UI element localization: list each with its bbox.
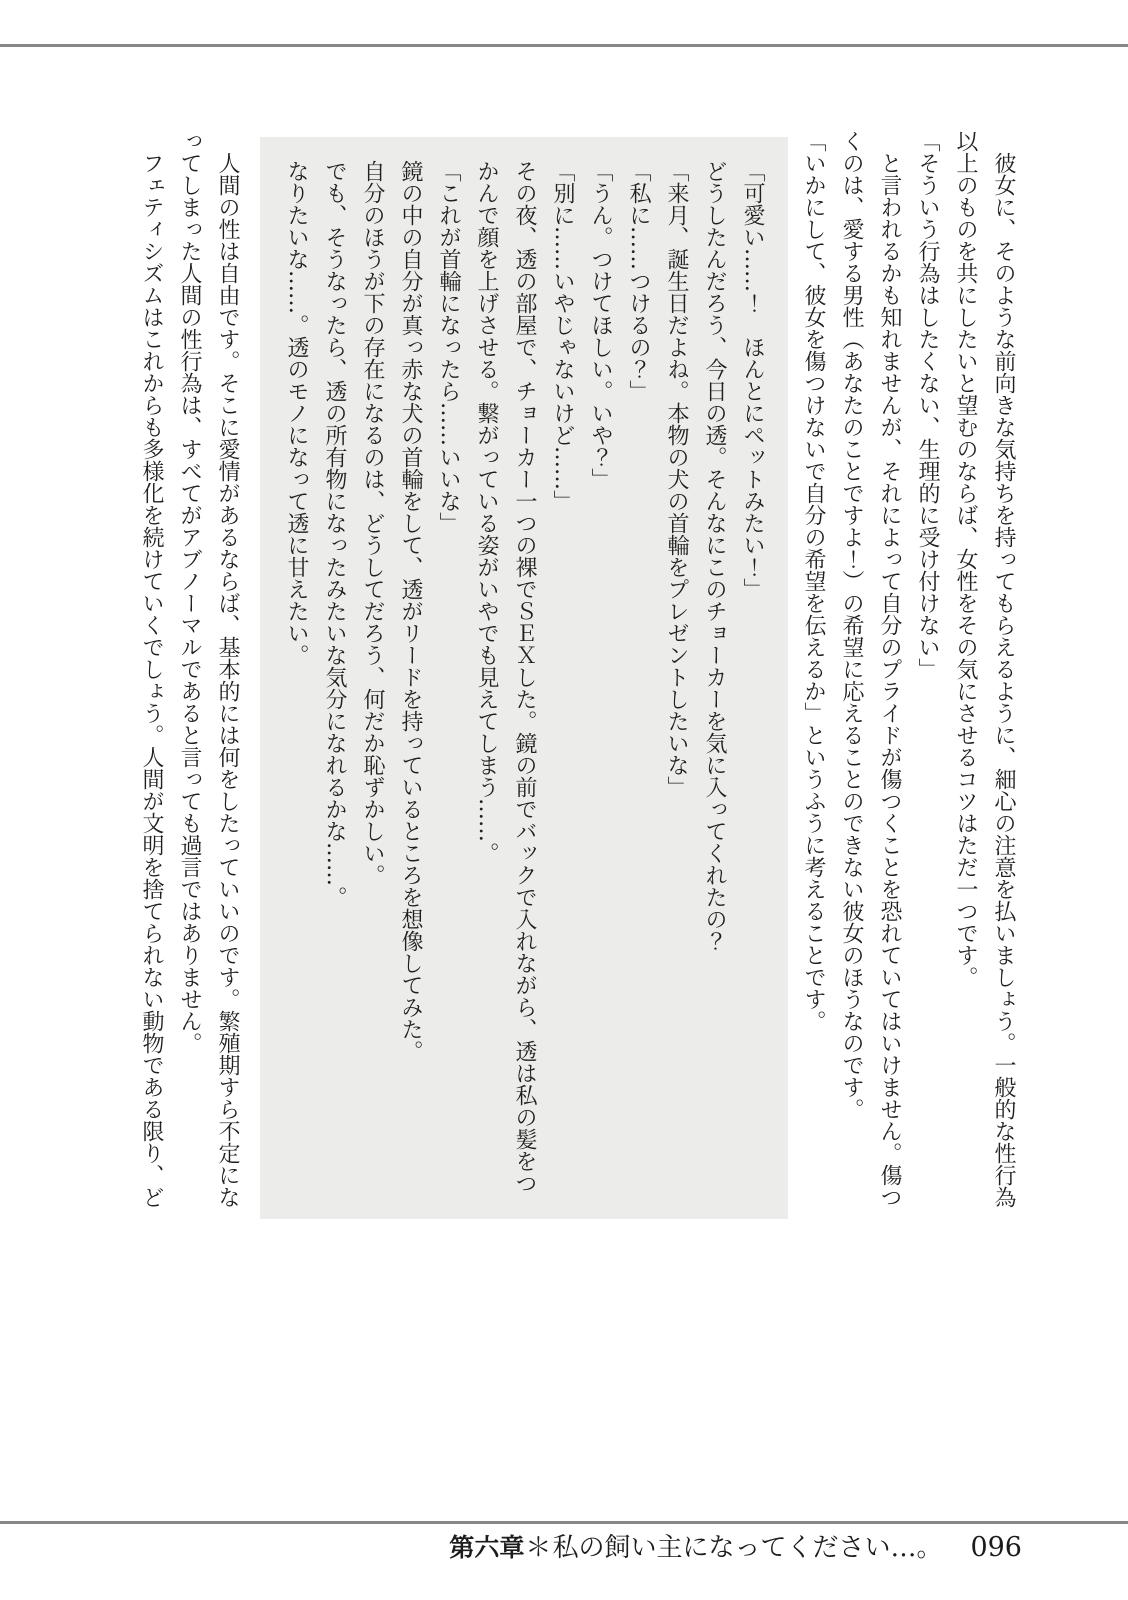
dialogue-line: 「私に……つけるの？」	[626, 160, 651, 402]
page-number: 096	[970, 1532, 1022, 1563]
story-excerpt-box	[260, 137, 788, 1219]
main-text-right	[794, 130, 1022, 1210]
footer-rule	[0, 1521, 1128, 1524]
main-text-left	[132, 130, 246, 1210]
narration-line: 自分のほうが下の存在になるのは、どうしてだろう、何だか恥ずかしい。	[360, 160, 385, 886]
dialogue-line: 「別に……いやじゃないけど……」	[550, 160, 575, 512]
narration-line: 鏡の中の自分が真っ赤な犬の首輪をして、透がリードを持っているところを想像してみた。	[398, 160, 423, 1062]
narration-line: どうしたんだろう、今日の透。そんなにこのチョーカーを気に入ってくれたの？	[702, 160, 727, 952]
paragraph: 人間の性は自由です。そこに愛情があるならば、基本的には何をしたっていいのです。繁殖期すら不定になってしまった人間の性行為は、すべてがアブノーマルであると言っても過言ではありません。	[177, 130, 240, 1208]
narration-line: なりたいな……。透のモノになって透に甘えたい。	[284, 160, 309, 666]
chapter-title: 私の飼い主になってください…。	[552, 1533, 943, 1563]
top-rule	[0, 44, 1128, 47]
page-footer	[449, 1532, 1022, 1564]
dialogue-line: 「可愛い……！ ほんとにペットみたい！」	[740, 160, 765, 600]
paragraph: と言われるかも知れませんが、それによって自分のプライドが傷つくことを恐れていてはいけません。傷つくのは、愛する男性（あなたのことですよ！）の希望に応えることのできない彼女のほうなのです。	[839, 130, 902, 1208]
narration-line: その夜、透の部屋で、チョーカー一つの裸でＳＥＸした。鏡の前でバックで入れながら、透は私の髪をつかんで顔を上げさせる。繋がっている姿がいやでも見えてしまう……。	[474, 160, 537, 1194]
paragraph: フェティシズムはこれからも多様化を続けていくでしょう。人間が文明を捨てられない動物である限り、ど	[139, 152, 164, 1208]
dialogue-line: 「うん。つけてほしい。いや？」	[588, 160, 613, 490]
paragraph-quote: 「そういう行為はしたくない、生理的に受け付けない」	[915, 130, 940, 680]
dialogue-line: 「これが首輪になったら……いいな」	[436, 160, 461, 534]
chapter-separator: ＊	[525, 1533, 552, 1563]
narration-line: でも、そうなったら、透の所有物になったみたいな気分になれるかな……。	[322, 160, 347, 908]
paragraph-quote: 「いかにして、彼女を傷つけないで自分の希望を伝えるか」というふうに考えることです。	[801, 130, 826, 1032]
paragraph: 彼女に、そのような前向きな気持ちを持ってもらえるように、細心の注意を払いましょう。一般的な性行為以上のものを共にしたいと望むのならば、女性をその気にさせるコツはただ一つです。	[953, 130, 1016, 1208]
dialogue-line: 「来月、誕生日だよね。本物の犬の首輪をプレゼントしたいな」	[664, 160, 689, 798]
chapter-label: 第六章	[449, 1533, 525, 1562]
